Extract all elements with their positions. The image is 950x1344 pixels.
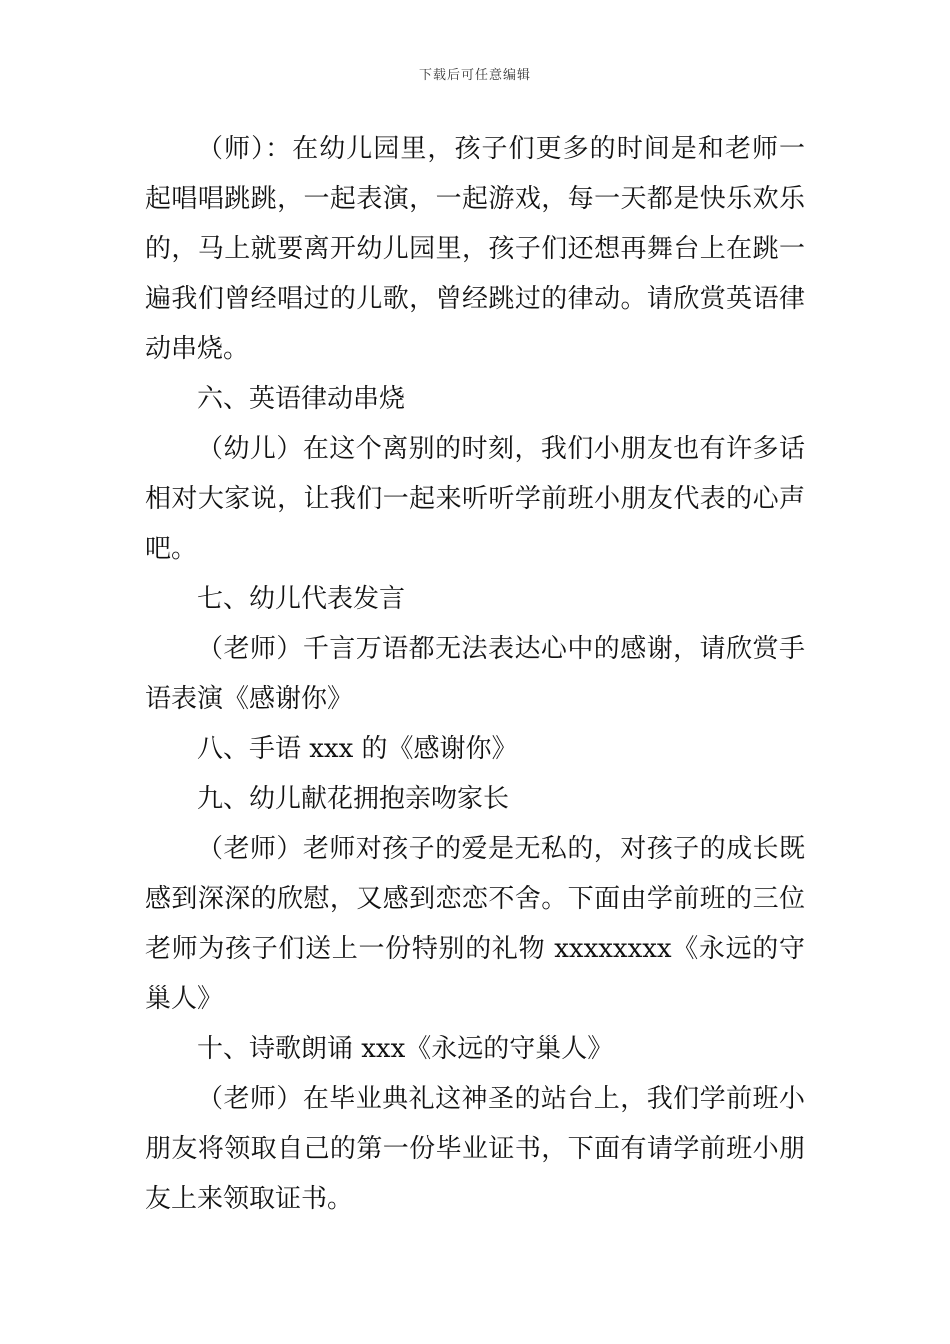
program-item-7: 七、幼儿代表发言 — [197, 584, 406, 614]
document-body — [145, 124, 805, 1224]
paragraph-teacher-intro: （师）：在幼儿园里，孩子们更多的时间是和老师一起唱唱跳跳，一起表演，一起游戏，每一天都是快乐欢乐的，马上就要离开幼儿园里，孩子们还想再舞台上在跳一遍我们曾经唱过的儿歌，曾经跳过的律动。请欣赏英语律动串烧。 — [145, 134, 805, 364]
program-item-10: 十、诗歌朗诵 xxx《永远的守巢人》 — [197, 1034, 614, 1064]
paragraph-teacher-thanks: （老师）千言万语都无法表达心中的感谢，请欣赏手语表演《感谢你》 — [145, 634, 805, 714]
program-item-8: 八、手语 xxx 的《感谢你》 — [197, 734, 518, 764]
program-item-6: 六、英语律动串烧 — [197, 384, 406, 414]
program-item-9: 九、幼儿献花拥抱亲吻家长 — [197, 784, 510, 814]
page-header-note: 下载后可任意编辑 — [418, 68, 531, 83]
paragraph-child-intro: （幼儿）在这个离别的时刻，我们小朋友也有许多话相对大家说，让我们一起来听听学前班小朋友代表的心声吧。 — [145, 434, 805, 564]
paragraph-teacher-love: （老师）老师对孩子的爱是无私的，对孩子的成长既感到深深的欣慰，又感到恋恋不舍。下面由学前班的三位老师为孩子们送上一份特别的礼物 xxxxxxxx《永远的守巢人》 — [145, 834, 805, 1014]
paragraph-teacher-certificate: （老师）在毕业典礼这神圣的站台上，我们学前班小朋友将领取自己的第一份毕业证书，下面有请学前班小朋友上来领取证书。 — [145, 1084, 805, 1214]
